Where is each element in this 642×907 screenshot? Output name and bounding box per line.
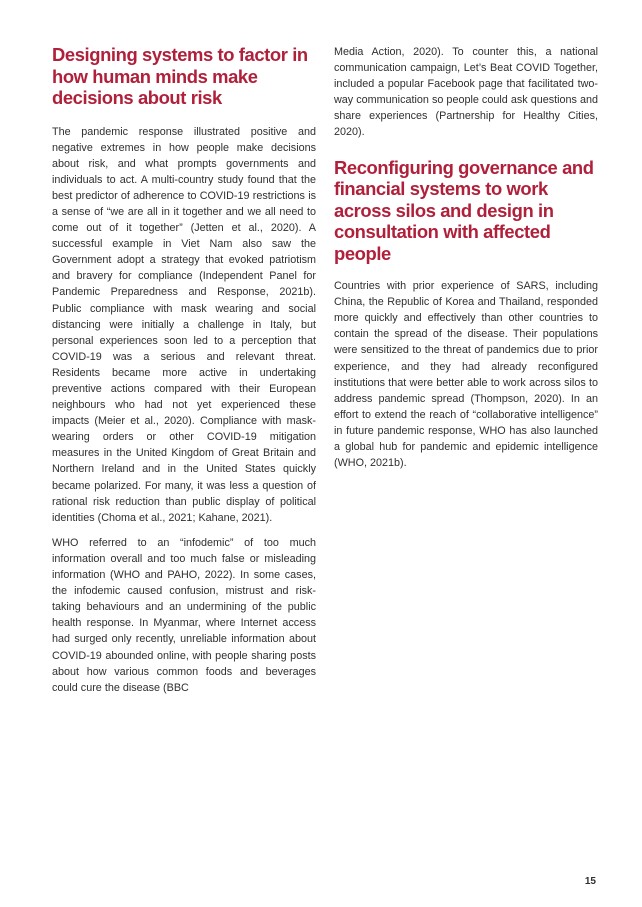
body-paragraph-2: WHO referred to an “infodemic” of too much information overall and too much false or misleading information (WHO and PAHO, 2022). In some cases, the infodemic caused confusion, mistrust and risk-taking behaviours and an undermining of the public health response. In Myanmar, where Internet access had surged only recently, unreliable information about COVID-19 abounded online, with people sharing posts about how various common foods and beverages could cure the disease (BBC [52, 536, 316, 694]
body-paragraph-continuation: Media Action, 2020). To counter this, a national communication campaign, Let’s Beat COVID Together, included a popular Facebook page that facilitated two-way communication so people could ask questions and share experiences (Partnership for Healthy Cities, 2020). [334, 46, 598, 139]
section-heading-risk-decisions: Designing systems to factor in how human minds make decisions about risk [52, 44, 308, 108]
right-column [334, 44, 598, 471]
page-number: 15 [584, 876, 596, 887]
section-heading-governance: Reconfiguring governance and financial systems to work across silos and design in consultation with affected people [334, 156, 594, 264]
body-paragraph-1: The pandemic response illustrated positive and negative extremes in how people make decisions about risk, and what prompts governments and individuals to act. A multi-country study found that the best predictor of adherence to COVID-19 restrictions is a sense of “we are all in it together and we all need to come out of it together” (Jetten et al., 2020). A successful example in Viet Nam also saw the Government adopt a strategy that evoked patriotism and bravery for compliance (Independent Panel for Pandemic Preparedness and Response, 2021b). Public compliance with mask wearing and social distancing were initially a challenge in Italy, but personal experiences soon led to a perception that COVID-19 was a serious and relevant threat. Residents became more active in undertaking preventive actions compared with their European neighbours who had not yet experienced these impacts (Meier et al., 2020). Compliance with mask-wearing orders or other COVID-19 mitigation measures in the United Kingdom of Great Britain and Northern Ireland and in the United States quickly became polarized. For many, it was less a question of rational risk reduction than public display of political identities (Choma et al., 2021; Kahane, 2021). [52, 125, 316, 524]
body-paragraph-3: Countries with prior experience of SARS, including China, the Republic of Korea and Thailand, responded more quickly and effectively than other countries to contain the spread of the disease. Their populations were sensitized to the threat of pandemics due to prior experience, and they had already reconfigured institutions that were better able to work across silos to address pandemic spread (Thompson, 2020). In an effort to extend the reach of “collaborative intelligence” in future pandemic response, WHO has also launched a global hub for pandemic and epidemic intelligence (WHO, 2021b). [334, 280, 598, 470]
left-column [52, 44, 316, 696]
